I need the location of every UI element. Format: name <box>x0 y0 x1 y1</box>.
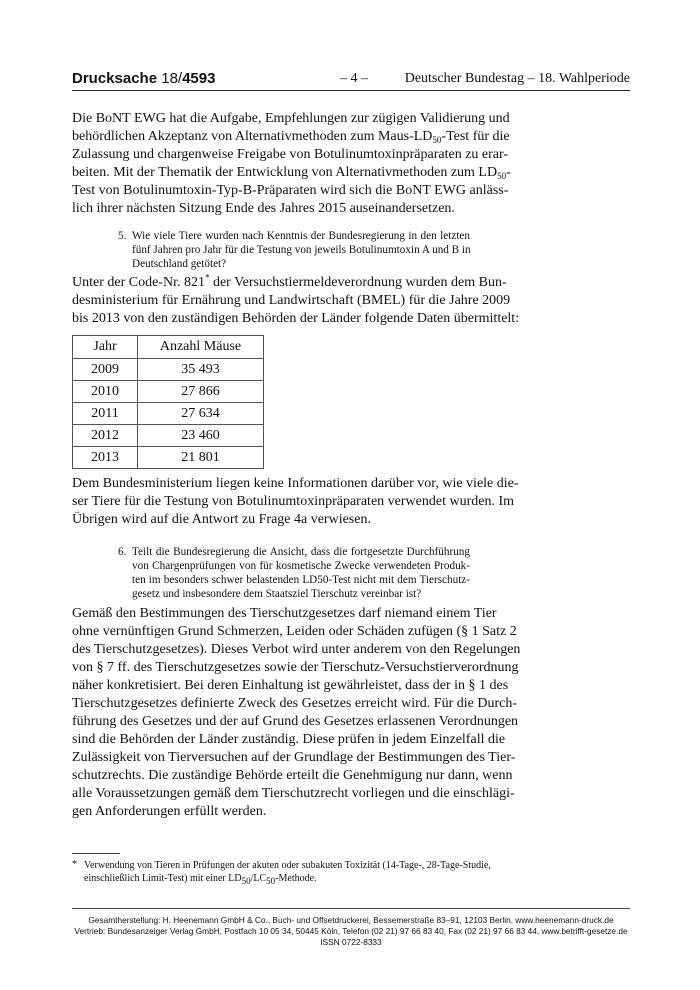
question-line: Wie viele Tiere wurden nach Kenntnis der Bundesregierung in den letzten <box>132 230 470 242</box>
year-cell: 2009 <box>73 359 138 381</box>
subscript: 50 <box>432 135 442 145</box>
imprint <box>72 915 630 948</box>
text-line: bis 2013 von den zuständigen Behörden der Länder folgende Daten übermittelt: <box>72 311 520 326</box>
text-line: näher konkretisiert. Bei deren Einhaltung ist gewährleistet, dass der in § 1 des <box>72 678 509 693</box>
subscript: 50 <box>497 171 507 181</box>
footnote <box>72 859 491 886</box>
publisher-label: Deutscher Bundestag – 18. Wahlperiode <box>404 71 630 86</box>
text-line: Die BoNT EWG hat die Aufgabe, Empfehlungen zur zügigen Validierung und <box>72 111 510 126</box>
text-segment: Unter der Code-Nr. 821 <box>72 275 205 290</box>
column-header-year: Jahr <box>73 336 138 359</box>
paragraph-code-nr <box>72 272 520 328</box>
text-line: gen Anforderungen erfüllt werden. <box>72 804 267 819</box>
paragraph-bont-ewg <box>72 110 511 218</box>
text-segment: -Test für die <box>441 129 510 144</box>
text-line: sind die Behörden der Länder zuständig. Diese prüfen in jedem Einzelfall die <box>72 732 506 747</box>
table-row <box>73 447 264 469</box>
text-line: ser Tiere für die Testung von Botulinumtoxinpräparaten verwendet wurden. Im <box>72 494 514 509</box>
text-line: führung des Gesetzes und der auf Grund des Gesetzes erlassenen Verordnungen <box>72 714 519 729</box>
question-line: Teilt die Bundesregierung die Ansicht, dass die fortgesetzte Durchführung <box>132 546 470 558</box>
year-cell: 2013 <box>73 447 138 469</box>
subscript: 50 <box>241 876 251 886</box>
footnote-mark: * <box>72 859 77 870</box>
imprint-issn: ISSN 0722-8333 <box>320 937 382 947</box>
mice-count-cell: 27 866 <box>138 381 264 403</box>
text-line: ohne vernünftigen Grund Schmerzen, Leiden oder Schäden zufügen (§ 1 Satz 2 <box>72 624 517 639</box>
text-line <box>72 128 510 146</box>
paragraph-no-information <box>72 475 519 529</box>
table-row <box>73 425 264 447</box>
text-line: schutzrechts. Die zuständige Behörde erteilt die Genehmigung nur dann, wenn <box>72 768 513 783</box>
table-row <box>73 403 264 425</box>
question-line: ten im besonders schwer belastenden LD50-Test nicht mit dem Tierschutz- <box>132 574 470 586</box>
text-line: des Tierschutzgesetzes). Dieses Verbot wird unter anderem von den Regelungen <box>72 642 521 657</box>
subscript: 50 <box>266 876 276 886</box>
imprint-divider <box>72 908 630 909</box>
text-segment: beiten. Mit der Thematik der Entwicklung von Alternativmethoden zum LD <box>72 165 498 180</box>
text-line: Test von Botulinumtoxin-Typ-B-Präparaten wird sich die BoNT EWG anläss- <box>72 183 509 198</box>
document-prefix: 18/ <box>161 70 183 87</box>
text-segment: der Versuchstiermeldeverordnung wurden dem Bun- <box>209 275 507 290</box>
mice-count-cell: 27 634 <box>138 403 264 425</box>
footnote-reference: * <box>204 272 210 283</box>
text-line: von § 7 ff. des Tierschutzgesetzes sowie der Tierschutz-Versuchstierverordnung <box>72 660 519 675</box>
text-line: alle Voraussetzungen gemäß dem Tierschutzrecht vorliegen und die einschlägi- <box>72 786 515 801</box>
table-row <box>73 381 264 403</box>
year-cell: 2011 <box>73 403 138 425</box>
imprint-distribution: Vertrieb: Bundesanzeiger Verlag GmbH, Postfach 10 05 34, 50445 Köln, Telefon (02 21) 97 66 83 40, Fax (02 21) 97 66 83 44, www.betrifft-gesetze.de <box>74 926 628 936</box>
column-header-mice: Anzahl Mäuse <box>138 336 264 359</box>
question-6 <box>118 545 470 601</box>
imprint-printer: Gesamtherstellung: H. Heenemann GmbH & Co., Buch- und Offsetdruckerei, Bessemerstraße 83–91, 12103 Berlin, www.heenemann-druck.de <box>88 915 614 925</box>
mice-count-cell: 35 493 <box>138 359 264 381</box>
mice-count-cell: 21 801 <box>138 447 264 469</box>
question-number: 5. <box>118 230 127 242</box>
footnote-divider <box>72 853 120 854</box>
text-line: Dem Bundesministerium liegen keine Informationen darüber vor, wie viele die- <box>72 476 519 491</box>
question-line: Deutschland getötet? <box>132 258 227 270</box>
footnote-line <box>84 872 472 885</box>
year-cell: 2012 <box>73 425 138 447</box>
page-header <box>72 70 630 92</box>
footnote-line: Verwendung von Tieren in Prüfungen der akuten oder subakuten Toxizität (14-Tage-, 28-Tage-Studie, <box>84 860 491 871</box>
table-header-row <box>73 336 264 359</box>
table-row <box>73 359 264 381</box>
year-cell: 2010 <box>73 381 138 403</box>
question-5 <box>118 229 470 271</box>
question-line: gesetz und insbesondere dem Staatsziel Tierschutz vereinbar ist? <box>132 588 422 600</box>
text-segment: -Methode. <box>275 873 317 884</box>
question-number: 6. <box>118 546 127 558</box>
text-line <box>72 164 511 182</box>
text-line: desministerium für Ernährung und Landwirtschaft (BMEL) für die Jahre 2009 <box>72 293 511 308</box>
paragraph-tierschutzgesetz <box>72 605 521 821</box>
mice-count-cell: 23 460 <box>138 425 264 447</box>
text-line: Übrigen wird auf die Antwort zu Frage 4a verwiesen. <box>72 512 371 527</box>
text-line: Zulässigkeit von Tierversuchen auf der Grundlage der Bestimmungen des Tier- <box>72 750 516 765</box>
header-divider <box>72 90 630 91</box>
question-line: von Chargenprüfungen von für kosmetische Zwecke verwendeten Produk- <box>132 560 470 572</box>
text-line: Tierschutzgesetzes definierte Zweck des Gesetzes erreicht wird. Für die Durch- <box>72 696 517 711</box>
document-label: Drucksache <box>72 70 158 87</box>
text-segment: - <box>506 165 511 180</box>
text-segment: behördlichen Akzeptanz von Alternativmethoden zum Maus-LD <box>72 129 433 144</box>
text-segment: einschließlich Limit-Test) mit einer LD <box>84 873 242 884</box>
text-line: Gemäß den Bestimmungen des Tierschutzgesetzes darf niemand einem Tier <box>72 606 497 621</box>
document-number-value: 4593 <box>182 70 216 87</box>
page-indicator: – 4 – <box>340 71 368 86</box>
text-line <box>72 272 507 292</box>
document-number <box>72 70 215 87</box>
mice-count-table <box>72 335 264 469</box>
text-segment: /LC <box>250 873 267 884</box>
text-line: lich ihrer nächsten Sitzung Ende des Jahres 2015 auseinandersetzen. <box>72 201 455 216</box>
question-line: fünf Jahren pro Jahr für die Testung von jeweils Botulinumtoxin A und B in <box>132 244 471 256</box>
text-line: Zulassung und chargenweise Freigabe von Botulinumtoxinpräparaten zu erar- <box>72 147 509 162</box>
